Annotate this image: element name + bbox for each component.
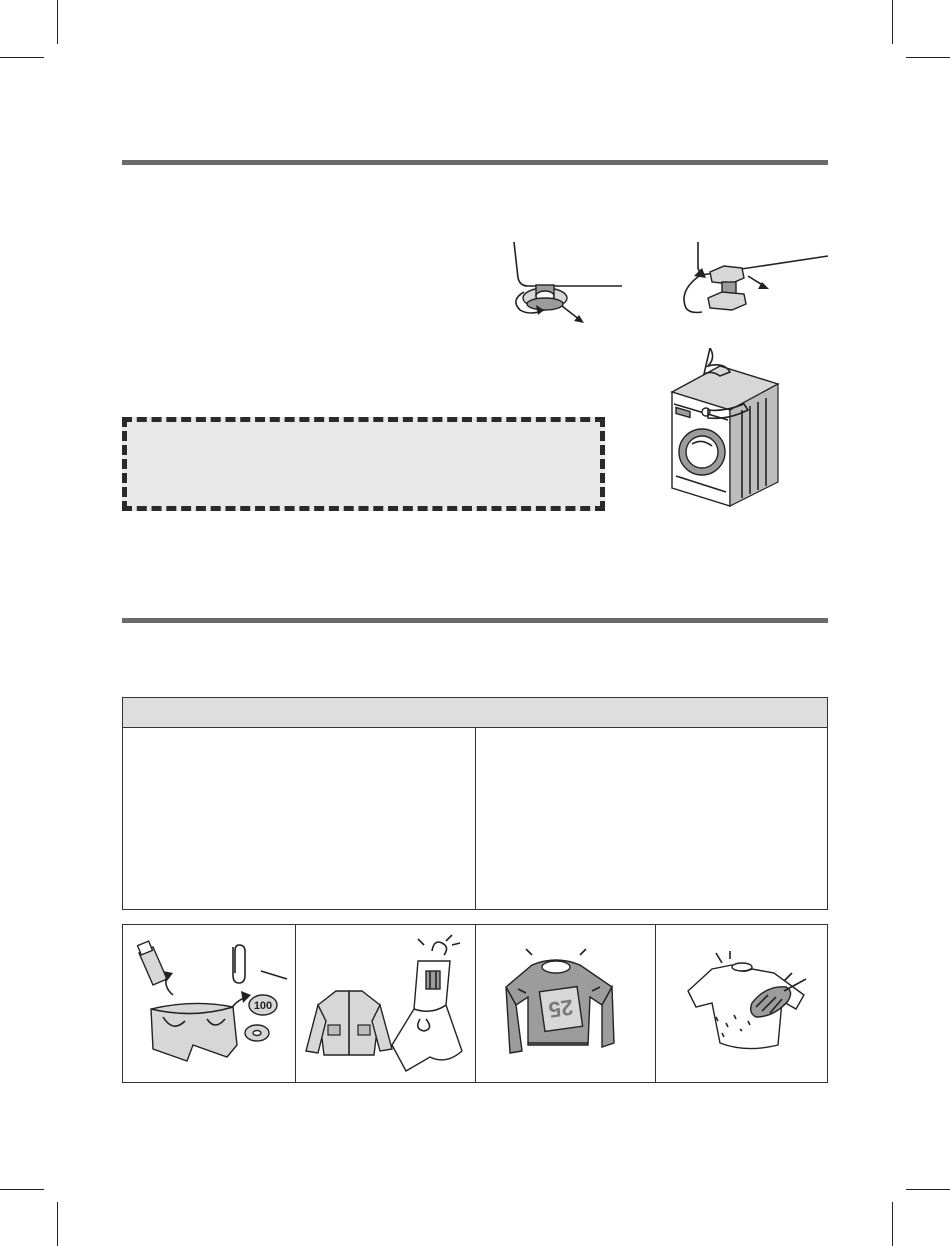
sweater-label: 25 — [547, 994, 575, 1023]
foot-adjust-left-illustration — [500, 238, 630, 328]
crop-mark-bottom-left-v — [57, 1202, 58, 1246]
foot-adjust-right-illustration — [672, 238, 832, 328]
coin-label: 100 — [253, 1000, 273, 1012]
note-box — [122, 417, 605, 511]
crop-mark-bottom-left-h — [0, 1189, 44, 1190]
crop-mark-top-left-h — [0, 57, 44, 58]
crop-mark-top-left-v — [57, 0, 58, 44]
laundry-prep-strip — [122, 924, 828, 1083]
washing-machine-illustration — [664, 348, 782, 510]
table-left-cell — [123, 728, 475, 909]
section-rule-top — [122, 160, 828, 165]
crop-mark-bottom-right-v — [892, 1202, 893, 1246]
empty-pockets-cell — [123, 925, 295, 1082]
info-table — [122, 697, 828, 910]
table-header — [123, 698, 827, 728]
crop-mark-top-right-h — [906, 57, 950, 58]
section-rule-middle — [122, 618, 828, 623]
close-zippers-cell — [295, 925, 476, 1082]
brush-dirt-cell — [655, 925, 828, 1082]
inside-out-cell — [475, 925, 656, 1082]
crop-mark-bottom-right-h — [906, 1189, 950, 1190]
crop-mark-top-right-v — [892, 0, 893, 44]
table-right-cell — [476, 728, 827, 909]
